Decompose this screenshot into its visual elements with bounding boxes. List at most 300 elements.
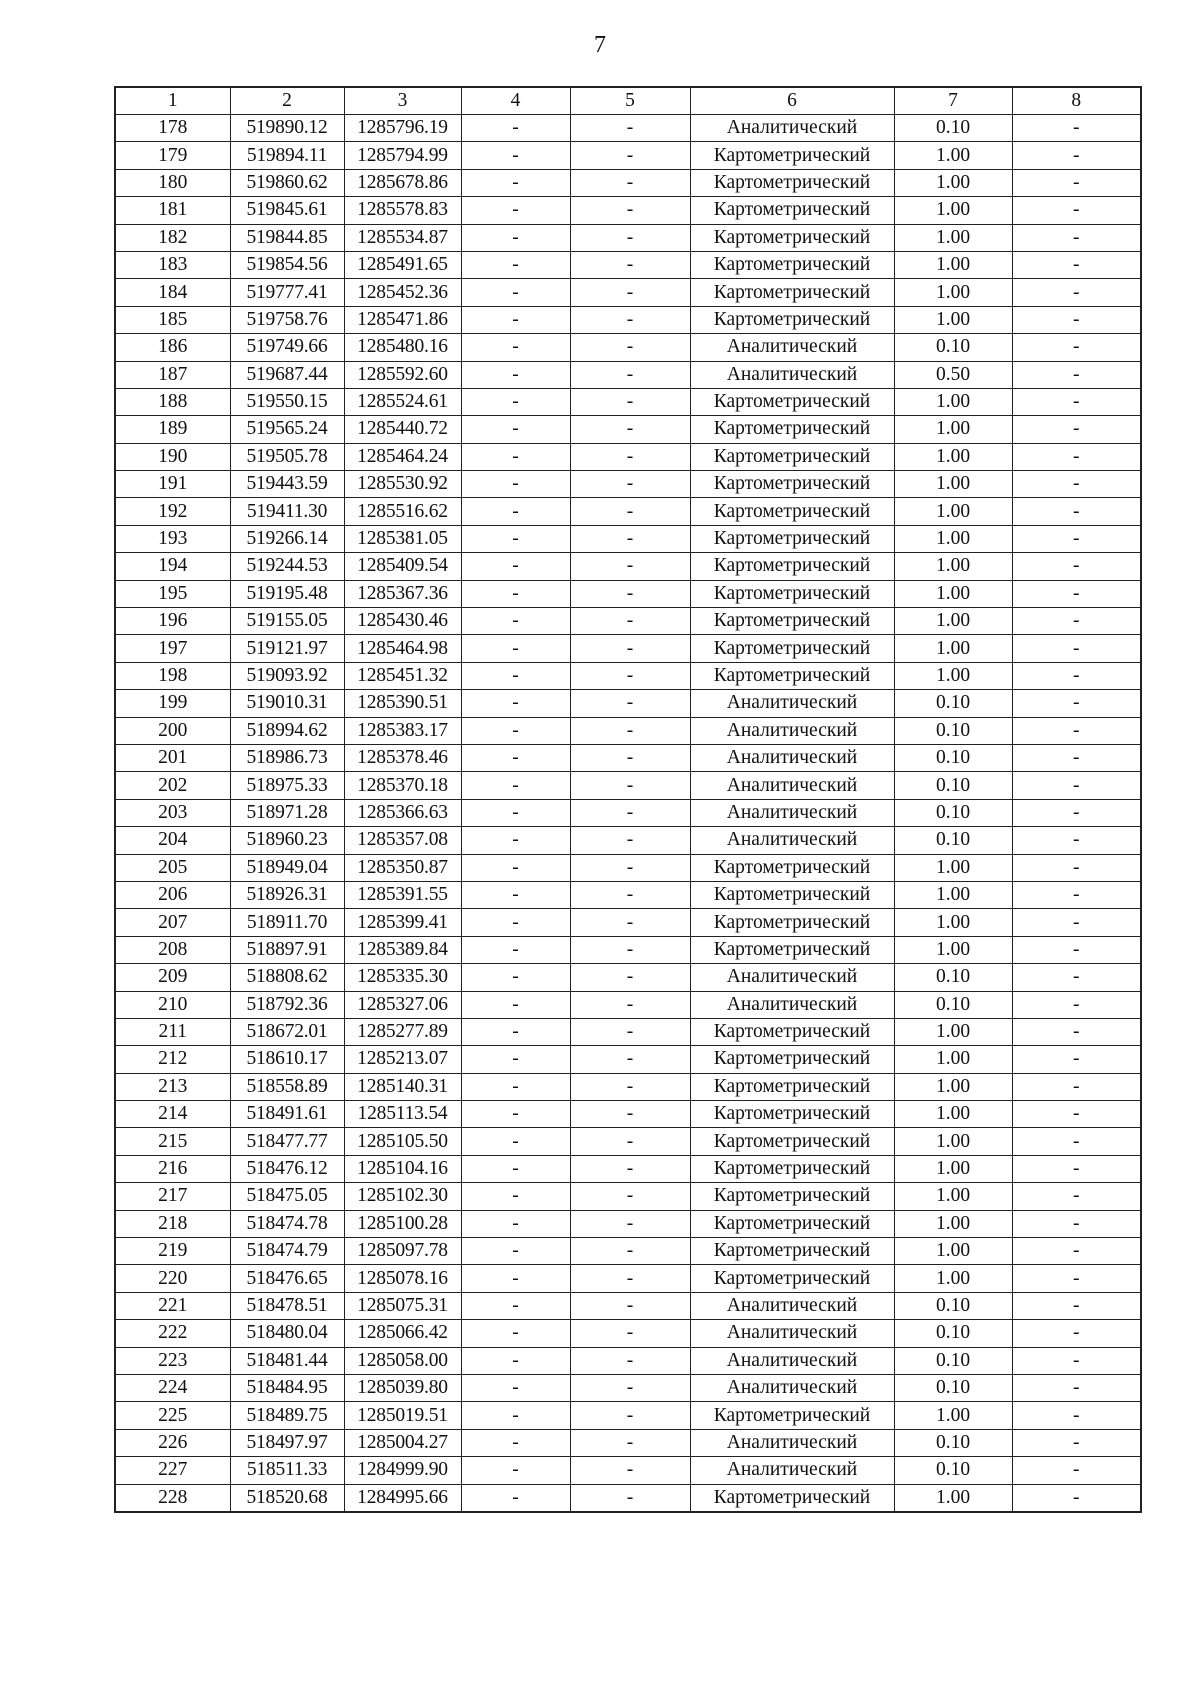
accuracy-cell: 1.00	[894, 197, 1012, 224]
accuracy-cell: 1.00	[894, 388, 1012, 415]
point-number-cell: 204	[115, 827, 230, 854]
table-row	[115, 1320, 1141, 1347]
header-cell-col-8: 8	[1012, 87, 1141, 115]
table-row	[115, 1073, 1141, 1100]
col-4-cell: -	[461, 1155, 570, 1182]
point-number-cell: 185	[115, 306, 230, 333]
point-number-cell: 225	[115, 1402, 230, 1429]
accuracy-cell: 0.10	[894, 334, 1012, 361]
table-row	[115, 443, 1141, 470]
point-number-cell: 178	[115, 115, 230, 142]
accuracy-cell: 0.10	[894, 1347, 1012, 1374]
table-row	[115, 306, 1141, 333]
col-8-cell: -	[1012, 279, 1141, 306]
method-cell: Картометрический	[690, 553, 894, 580]
col-8-cell: -	[1012, 197, 1141, 224]
y-coordinate-cell: 1285678.86	[344, 169, 461, 196]
table-row	[115, 662, 1141, 689]
col-5-cell: -	[570, 909, 690, 936]
table-row	[115, 827, 1141, 854]
y-coordinate-cell: 1285464.24	[344, 443, 461, 470]
col-4-cell: -	[461, 964, 570, 991]
col-4-cell: -	[461, 115, 570, 142]
x-coordinate-cell: 518484.95	[230, 1374, 344, 1401]
col-4-cell: -	[461, 662, 570, 689]
method-cell: Аналитический	[690, 115, 894, 142]
accuracy-cell: 1.00	[894, 662, 1012, 689]
accuracy-cell: 1.00	[894, 1183, 1012, 1210]
y-coordinate-cell: 1285335.30	[344, 964, 461, 991]
x-coordinate-cell: 519777.41	[230, 279, 344, 306]
accuracy-cell: 1.00	[894, 498, 1012, 525]
point-number-cell: 206	[115, 881, 230, 908]
col-5-cell: -	[570, 1073, 690, 1100]
y-coordinate-cell: 1285066.42	[344, 1320, 461, 1347]
col-4-cell: -	[461, 1210, 570, 1237]
y-coordinate-cell: 1285367.36	[344, 580, 461, 607]
col-4-cell: -	[461, 580, 570, 607]
col-4-cell: -	[461, 443, 570, 470]
accuracy-cell: 1.00	[894, 936, 1012, 963]
method-cell: Картометрический	[690, 197, 894, 224]
x-coordinate-cell: 519244.53	[230, 553, 344, 580]
col-8-cell: -	[1012, 827, 1141, 854]
x-coordinate-cell: 518476.65	[230, 1265, 344, 1292]
accuracy-cell: 0.10	[894, 1374, 1012, 1401]
col-5-cell: -	[570, 498, 690, 525]
point-number-cell: 222	[115, 1320, 230, 1347]
table-row	[115, 1484, 1141, 1512]
y-coordinate-cell: 1285366.63	[344, 799, 461, 826]
y-coordinate-cell: 1285578.83	[344, 197, 461, 224]
table-row	[115, 525, 1141, 552]
col-4-cell: -	[461, 306, 570, 333]
col-8-cell: -	[1012, 306, 1141, 333]
y-coordinate-cell: 1285327.06	[344, 991, 461, 1018]
col-4-cell: -	[461, 1347, 570, 1374]
point-number-cell: 220	[115, 1265, 230, 1292]
col-4-cell: -	[461, 1183, 570, 1210]
col-8-cell: -	[1012, 1265, 1141, 1292]
col-5-cell: -	[570, 525, 690, 552]
method-cell: Картометрический	[690, 580, 894, 607]
point-number-cell: 219	[115, 1238, 230, 1265]
accuracy-cell: 1.00	[894, 580, 1012, 607]
table-header	[115, 87, 1141, 115]
header-cell-col-1: 1	[115, 87, 230, 115]
accuracy-cell: 1.00	[894, 1018, 1012, 1045]
y-coordinate-cell: 1285140.31	[344, 1073, 461, 1100]
x-coordinate-cell: 519890.12	[230, 115, 344, 142]
col-5-cell: -	[570, 744, 690, 771]
header-cell-col-4: 4	[461, 87, 570, 115]
col-8-cell: -	[1012, 334, 1141, 361]
col-4-cell: -	[461, 1320, 570, 1347]
point-number-cell: 183	[115, 251, 230, 278]
accuracy-cell: 1.00	[894, 1402, 1012, 1429]
col-4-cell: -	[461, 471, 570, 498]
col-4-cell: -	[461, 361, 570, 388]
method-cell: Картометрический	[690, 881, 894, 908]
col-5-cell: -	[570, 416, 690, 443]
col-5-cell: -	[570, 197, 690, 224]
method-cell: Аналитический	[690, 799, 894, 826]
col-8-cell: -	[1012, 498, 1141, 525]
col-4-cell: -	[461, 772, 570, 799]
accuracy-cell: 1.00	[894, 525, 1012, 552]
col-8-cell: -	[1012, 662, 1141, 689]
table-row	[115, 909, 1141, 936]
col-4-cell: -	[461, 799, 570, 826]
method-cell: Аналитический	[690, 991, 894, 1018]
col-4-cell: -	[461, 1484, 570, 1512]
method-cell: Картометрический	[690, 251, 894, 278]
method-cell: Аналитический	[690, 827, 894, 854]
method-cell: Картометрический	[690, 1073, 894, 1100]
x-coordinate-cell: 519093.92	[230, 662, 344, 689]
col-5-cell: -	[570, 635, 690, 662]
col-4-cell: -	[461, 744, 570, 771]
method-cell: Картометрический	[690, 909, 894, 936]
table-row	[115, 1292, 1141, 1319]
col-8-cell: -	[1012, 717, 1141, 744]
col-5-cell: -	[570, 717, 690, 744]
x-coordinate-cell: 518949.04	[230, 854, 344, 881]
x-coordinate-cell: 518558.89	[230, 1073, 344, 1100]
table-row	[115, 964, 1141, 991]
col-5-cell: -	[570, 443, 690, 470]
col-8-cell: -	[1012, 443, 1141, 470]
y-coordinate-cell: 1285370.18	[344, 772, 461, 799]
col-5-cell: -	[570, 334, 690, 361]
x-coordinate-cell: 519010.31	[230, 690, 344, 717]
method-cell: Картометрический	[690, 608, 894, 635]
method-cell: Аналитический	[690, 334, 894, 361]
table-row	[115, 1429, 1141, 1456]
point-number-cell: 189	[115, 416, 230, 443]
col-5-cell: -	[570, 1101, 690, 1128]
table-row	[115, 635, 1141, 662]
table-row	[115, 115, 1141, 142]
col-5-cell: -	[570, 1046, 690, 1073]
point-number-cell: 213	[115, 1073, 230, 1100]
accuracy-cell: 1.00	[894, 279, 1012, 306]
point-number-cell: 215	[115, 1128, 230, 1155]
x-coordinate-cell: 519195.48	[230, 580, 344, 607]
point-number-cell: 199	[115, 690, 230, 717]
y-coordinate-cell: 1285078.16	[344, 1265, 461, 1292]
x-coordinate-cell: 518474.79	[230, 1238, 344, 1265]
col-4-cell: -	[461, 1292, 570, 1319]
point-number-cell: 227	[115, 1457, 230, 1484]
point-number-cell: 182	[115, 224, 230, 251]
point-number-cell: 224	[115, 1374, 230, 1401]
col-5-cell: -	[570, 608, 690, 635]
accuracy-cell: 0.50	[894, 361, 1012, 388]
x-coordinate-cell: 518926.31	[230, 881, 344, 908]
y-coordinate-cell: 1285102.30	[344, 1183, 461, 1210]
col-5-cell: -	[570, 1183, 690, 1210]
header-cell-col-7: 7	[894, 87, 1012, 115]
accuracy-cell: 1.00	[894, 1128, 1012, 1155]
col-5-cell: -	[570, 1238, 690, 1265]
col-5-cell: -	[570, 1210, 690, 1237]
point-number-cell: 207	[115, 909, 230, 936]
y-coordinate-cell: 1285004.27	[344, 1429, 461, 1456]
table-body	[115, 115, 1141, 1512]
method-cell: Аналитический	[690, 1429, 894, 1456]
method-cell: Аналитический	[690, 717, 894, 744]
col-5-cell: -	[570, 142, 690, 169]
table-row	[115, 1238, 1141, 1265]
accuracy-cell: 0.10	[894, 717, 1012, 744]
col-8-cell: -	[1012, 1320, 1141, 1347]
method-cell: Аналитический	[690, 1320, 894, 1347]
accuracy-cell: 1.00	[894, 1210, 1012, 1237]
point-number-cell: 179	[115, 142, 230, 169]
y-coordinate-cell: 1285452.36	[344, 279, 461, 306]
table-row	[115, 334, 1141, 361]
method-cell: Картометрический	[690, 662, 894, 689]
method-cell: Картометрический	[690, 224, 894, 251]
table-row	[115, 1347, 1141, 1374]
col-8-cell: -	[1012, 115, 1141, 142]
col-4-cell: -	[461, 553, 570, 580]
accuracy-cell: 1.00	[894, 608, 1012, 635]
x-coordinate-cell: 519758.76	[230, 306, 344, 333]
method-cell: Аналитический	[690, 1457, 894, 1484]
col-5-cell: -	[570, 306, 690, 333]
y-coordinate-cell: 1285524.61	[344, 388, 461, 415]
table-row	[115, 1265, 1141, 1292]
method-cell: Картометрический	[690, 1210, 894, 1237]
col-4-cell: -	[461, 1046, 570, 1073]
x-coordinate-cell: 519565.24	[230, 416, 344, 443]
x-coordinate-cell: 519121.97	[230, 635, 344, 662]
y-coordinate-cell: 1285097.78	[344, 1238, 461, 1265]
y-coordinate-cell: 1285491.65	[344, 251, 461, 278]
col-5-cell: -	[570, 1429, 690, 1456]
x-coordinate-cell: 518960.23	[230, 827, 344, 854]
x-coordinate-cell: 518986.73	[230, 744, 344, 771]
col-4-cell: -	[461, 909, 570, 936]
col-8-cell: -	[1012, 1347, 1141, 1374]
col-4-cell: -	[461, 251, 570, 278]
point-number-cell: 221	[115, 1292, 230, 1319]
x-coordinate-cell: 519266.14	[230, 525, 344, 552]
point-number-cell: 202	[115, 772, 230, 799]
method-cell: Картометрический	[690, 1155, 894, 1182]
y-coordinate-cell: 1285357.08	[344, 827, 461, 854]
col-8-cell: -	[1012, 1238, 1141, 1265]
table-row	[115, 1155, 1141, 1182]
col-5-cell: -	[570, 553, 690, 580]
table-row	[115, 361, 1141, 388]
table-row	[115, 1183, 1141, 1210]
col-8-cell: -	[1012, 1374, 1141, 1401]
col-4-cell: -	[461, 1238, 570, 1265]
accuracy-cell: 1.00	[894, 1265, 1012, 1292]
accuracy-cell: 1.00	[894, 1155, 1012, 1182]
method-cell: Картометрический	[690, 306, 894, 333]
accuracy-cell: 1.00	[894, 1046, 1012, 1073]
col-8-cell: -	[1012, 635, 1141, 662]
point-number-cell: 187	[115, 361, 230, 388]
y-coordinate-cell: 1285389.84	[344, 936, 461, 963]
table-row	[115, 197, 1141, 224]
accuracy-cell: 1.00	[894, 443, 1012, 470]
col-5-cell: -	[570, 1155, 690, 1182]
page-number: 7	[594, 32, 606, 58]
y-coordinate-cell: 1284995.66	[344, 1484, 461, 1512]
col-5-cell: -	[570, 827, 690, 854]
method-cell: Картометрический	[690, 936, 894, 963]
x-coordinate-cell: 519860.62	[230, 169, 344, 196]
col-8-cell: -	[1012, 471, 1141, 498]
col-8-cell: -	[1012, 388, 1141, 415]
y-coordinate-cell: 1285019.51	[344, 1402, 461, 1429]
x-coordinate-cell: 519505.78	[230, 443, 344, 470]
y-coordinate-cell: 1285100.28	[344, 1210, 461, 1237]
col-8-cell: -	[1012, 251, 1141, 278]
col-5-cell: -	[570, 772, 690, 799]
x-coordinate-cell: 518971.28	[230, 799, 344, 826]
table-row	[115, 717, 1141, 744]
col-4-cell: -	[461, 717, 570, 744]
method-cell: Картометрический	[690, 279, 894, 306]
col-4-cell: -	[461, 224, 570, 251]
col-5-cell: -	[570, 964, 690, 991]
method-cell: Картометрический	[690, 416, 894, 443]
col-8-cell: -	[1012, 1484, 1141, 1512]
x-coordinate-cell: 519844.85	[230, 224, 344, 251]
accuracy-cell: 1.00	[894, 854, 1012, 881]
method-cell: Картометрический	[690, 1183, 894, 1210]
col-4-cell: -	[461, 827, 570, 854]
y-coordinate-cell: 1285113.54	[344, 1101, 461, 1128]
method-cell: Картометрический	[690, 1265, 894, 1292]
accuracy-cell: 1.00	[894, 1073, 1012, 1100]
x-coordinate-cell: 518481.44	[230, 1347, 344, 1374]
x-coordinate-cell: 518489.75	[230, 1402, 344, 1429]
y-coordinate-cell: 1285534.87	[344, 224, 461, 251]
x-coordinate-cell: 518672.01	[230, 1018, 344, 1045]
accuracy-cell: 0.10	[894, 1292, 1012, 1319]
point-number-cell: 200	[115, 717, 230, 744]
y-coordinate-cell: 1285391.55	[344, 881, 461, 908]
y-coordinate-cell: 1285390.51	[344, 690, 461, 717]
table-row	[115, 553, 1141, 580]
table-row	[115, 744, 1141, 771]
col-4-cell: -	[461, 1402, 570, 1429]
coordinates-table	[114, 86, 1142, 1513]
table-row	[115, 608, 1141, 635]
x-coordinate-cell: 518480.04	[230, 1320, 344, 1347]
accuracy-cell: 0.10	[894, 799, 1012, 826]
point-number-cell: 205	[115, 854, 230, 881]
col-5-cell: -	[570, 471, 690, 498]
header-cell-col-6: 6	[690, 87, 894, 115]
col-4-cell: -	[461, 1018, 570, 1045]
method-cell: Картометрический	[690, 1128, 894, 1155]
accuracy-cell: 1.00	[894, 251, 1012, 278]
point-number-cell: 180	[115, 169, 230, 196]
table-row	[115, 224, 1141, 251]
point-number-cell: 192	[115, 498, 230, 525]
point-number-cell: 197	[115, 635, 230, 662]
method-cell: Аналитический	[690, 964, 894, 991]
col-8-cell: -	[1012, 1128, 1141, 1155]
method-cell: Картометрический	[690, 525, 894, 552]
x-coordinate-cell: 518520.68	[230, 1484, 344, 1512]
accuracy-cell: 0.10	[894, 1429, 1012, 1456]
method-cell: Картометрический	[690, 1101, 894, 1128]
x-coordinate-cell: 518610.17	[230, 1046, 344, 1073]
col-4-cell: -	[461, 635, 570, 662]
col-4-cell: -	[461, 388, 570, 415]
point-number-cell: 190	[115, 443, 230, 470]
col-5-cell: -	[570, 388, 690, 415]
x-coordinate-cell: 519894.11	[230, 142, 344, 169]
col-8-cell: -	[1012, 909, 1141, 936]
col-4-cell: -	[461, 1101, 570, 1128]
y-coordinate-cell: 1285464.98	[344, 635, 461, 662]
table-row	[115, 498, 1141, 525]
accuracy-cell: 1.00	[894, 224, 1012, 251]
accuracy-cell: 1.00	[894, 881, 1012, 908]
col-5-cell: -	[570, 1265, 690, 1292]
point-number-cell: 210	[115, 991, 230, 1018]
col-4-cell: -	[461, 1073, 570, 1100]
y-coordinate-cell: 1285794.99	[344, 142, 461, 169]
accuracy-cell: 0.10	[894, 991, 1012, 1018]
y-coordinate-cell: 1285350.87	[344, 854, 461, 881]
col-8-cell: -	[1012, 1429, 1141, 1456]
x-coordinate-cell: 519845.61	[230, 197, 344, 224]
col-4-cell: -	[461, 197, 570, 224]
col-8-cell: -	[1012, 1210, 1141, 1237]
col-8-cell: -	[1012, 1402, 1141, 1429]
table-row	[115, 690, 1141, 717]
x-coordinate-cell: 519687.44	[230, 361, 344, 388]
table-row	[115, 251, 1141, 278]
col-8-cell: -	[1012, 772, 1141, 799]
accuracy-cell: 1.00	[894, 169, 1012, 196]
method-cell: Картометрический	[690, 388, 894, 415]
table-row	[115, 1101, 1141, 1128]
x-coordinate-cell: 518477.77	[230, 1128, 344, 1155]
accuracy-cell: 0.10	[894, 744, 1012, 771]
col-5-cell: -	[570, 1374, 690, 1401]
method-cell: Аналитический	[690, 1347, 894, 1374]
x-coordinate-cell: 518897.91	[230, 936, 344, 963]
table-row	[115, 772, 1141, 799]
y-coordinate-cell: 1285592.60	[344, 361, 461, 388]
col-4-cell: -	[461, 334, 570, 361]
col-4-cell: -	[461, 991, 570, 1018]
col-5-cell: -	[570, 1484, 690, 1512]
col-4-cell: -	[461, 1265, 570, 1292]
col-4-cell: -	[461, 498, 570, 525]
col-8-cell: -	[1012, 964, 1141, 991]
col-5-cell: -	[570, 1128, 690, 1155]
y-coordinate-cell: 1285381.05	[344, 525, 461, 552]
point-number-cell: 218	[115, 1210, 230, 1237]
y-coordinate-cell: 1285430.46	[344, 608, 461, 635]
accuracy-cell: 1.00	[894, 306, 1012, 333]
col-8-cell: -	[1012, 799, 1141, 826]
accuracy-cell: 0.10	[894, 772, 1012, 799]
